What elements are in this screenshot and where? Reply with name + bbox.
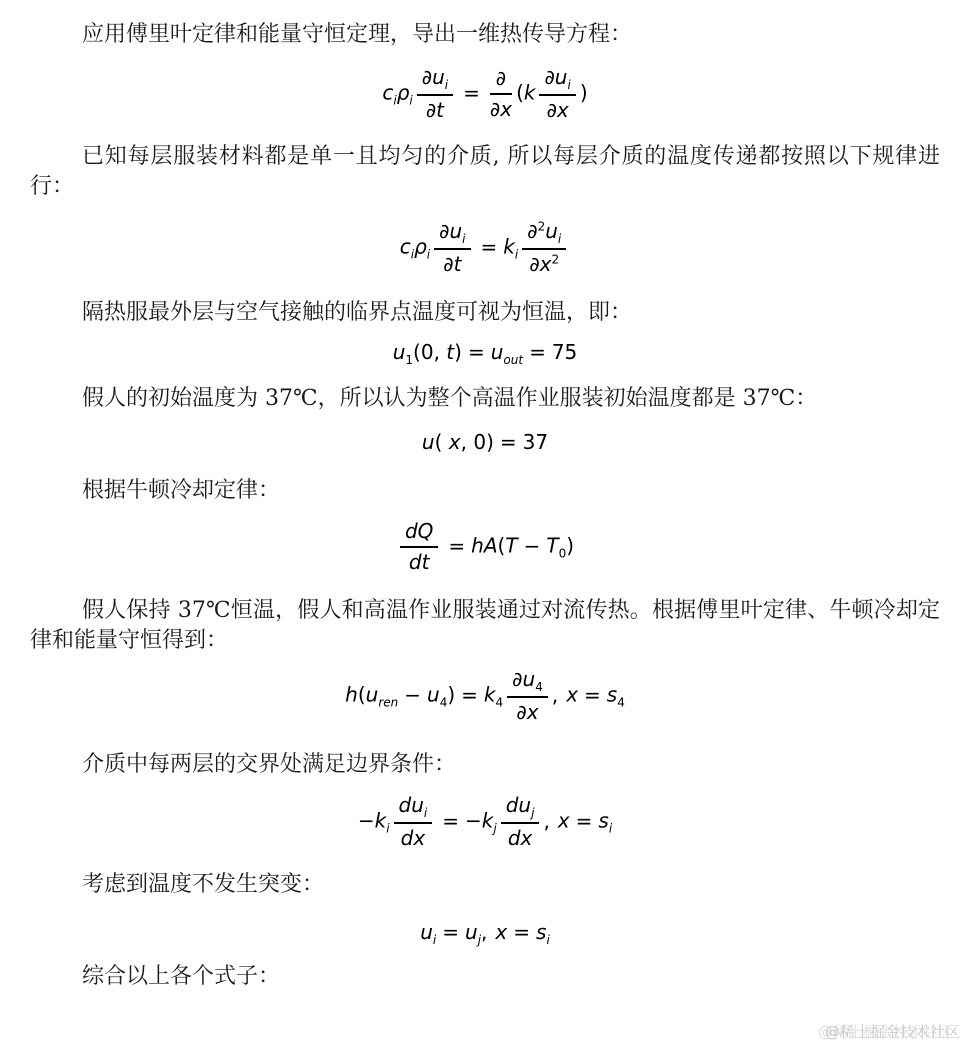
eq2-rho-sub: i <box>426 247 431 262</box>
eq6-f-den: ∂x <box>516 700 539 724</box>
equation-layer-heat-conduction <box>30 220 940 276</box>
eq7-s: s <box>598 808 609 833</box>
eq7-equals2: = <box>575 808 593 833</box>
eq2-k: k <box>503 234 515 259</box>
eq7-minus1: − <box>357 808 375 833</box>
eq5-h: h <box>471 533 484 558</box>
eq8-comma: , <box>481 920 488 944</box>
eq2-f1-den: ∂t <box>443 252 462 276</box>
eq1-f1-den: ∂t <box>425 98 445 122</box>
eq8-equals: = <box>442 920 460 944</box>
eq6-rparen: ) <box>447 682 456 707</box>
eq7-f2-num: du <box>505 793 532 817</box>
eq2-f2-den-sup: 2 <box>551 252 560 267</box>
eq1-f2-num: ∂ <box>490 67 512 95</box>
eq1-equals: = <box>463 80 480 105</box>
para-initial-temp: 假人的初始温度为 37℃，所以认为整个高温作业服装初始温度都是 37℃： <box>82 386 818 411</box>
eq3-equals2: = <box>529 340 546 364</box>
eq2-f2-num-u: u <box>545 219 558 243</box>
eq7-k2: k <box>481 808 494 833</box>
equation-temp-continuity <box>30 920 940 946</box>
eq2-equals: = <box>480 234 498 259</box>
para-outer-layer-constant-temp: 隔热服最外层与空气接触的临界点温度可视为恒温，即： <box>82 300 633 325</box>
eq1-fraction-dudx <box>539 66 575 122</box>
eq3-t: t <box>446 340 455 364</box>
eq6-f-num-sub: 4 <box>535 680 543 694</box>
eq8-u1: u <box>420 920 433 944</box>
eq5-minus: − <box>523 533 541 558</box>
eq1-rho: ρ <box>396 80 410 105</box>
eq8-u1-sub: i <box>432 933 437 947</box>
eq6-k-sub: 4 <box>495 695 504 710</box>
eq1-f2-den: ∂x <box>489 97 513 121</box>
eq1-f1-num-sub: i <box>444 78 449 92</box>
eq5-fraction-dQdt <box>400 520 438 574</box>
eq6-u2-sub: 4 <box>439 695 448 710</box>
para-interface-boundary: 介质中每两层的交界处满足边界条件： <box>82 752 457 777</box>
eq7-s-sub: i <box>608 821 613 836</box>
eq7-f1-num-sub: i <box>423 806 428 820</box>
eq7-k1-sub: i <box>386 821 390 836</box>
eq7-f1-den: dx <box>400 826 426 850</box>
eq8-s: s <box>536 920 547 944</box>
equation-1d-heat-conduction <box>30 66 940 122</box>
para-fourier-energy-intro: 应用傅里叶定律和能量守恒定理，导出一维热传导方程： <box>82 22 633 47</box>
eq5-f-den: dt <box>408 550 430 574</box>
para-uniform-medium: 已知每层服装材料都是单一且均匀的介质, 所以每层介质的温度传递都按照以下规律进行： <box>30 144 940 199</box>
eq1-f3-num: ∂u <box>544 65 568 89</box>
eq2-k-sub: i <box>514 247 519 262</box>
eq7-fraction-dujdx <box>501 794 540 850</box>
eq2-c: c <box>399 234 411 259</box>
eq5-T2-sub: 0 <box>558 546 567 561</box>
eq3-u-sub: 1 <box>405 353 414 367</box>
eq3-close: ) <box>454 340 462 364</box>
eq3-u2: u <box>490 340 504 364</box>
eq5-rparen: ) <box>566 533 575 558</box>
eq7-f2-den: dx <box>507 826 533 850</box>
eq6-x: x <box>566 682 579 707</box>
eq8-x: x <box>495 920 508 944</box>
eq7-equals: = <box>442 808 460 833</box>
eq1-fraction-ddx <box>490 67 512 121</box>
eq2-f2-num-d: ∂ <box>527 219 538 243</box>
eq1-k: k <box>523 80 536 105</box>
para-convection: 假人保持 37℃恒温，假人和高温作业服装通过对流传热。根据傅里叶定律、牛顿冷却定律和能量守恒得到： <box>30 598 940 653</box>
eq3-value: 75 <box>551 340 578 364</box>
eq5-T: T <box>505 533 518 558</box>
eq3-u2-sub: out <box>503 353 524 367</box>
eq2-f2-num-sup: 2 <box>537 219 546 234</box>
eq4-value: 37 <box>522 430 549 454</box>
eq5-T2: T <box>546 533 559 558</box>
eq5-A: A <box>483 533 498 558</box>
para-no-temp-jump: 考虑到温度不发生突变： <box>82 872 325 897</box>
watermark: @稀土掘金技术社区 <box>824 1023 960 1041</box>
eq6-u1: u <box>365 682 379 707</box>
eq1-f3-den: ∂x <box>546 98 569 122</box>
equation-outer-boundary <box>30 340 940 366</box>
eq2-fraction-dudt <box>434 220 470 276</box>
eq6-s-sub: 4 <box>617 695 625 710</box>
eq8-u2-sub: j <box>477 933 482 947</box>
para-newton-cooling-intro: 根据牛顿冷却定律： <box>82 478 281 503</box>
eq4-mid: , 0 <box>460 430 487 454</box>
eq1-c: c <box>382 80 394 105</box>
eq7-k2-sub: j <box>493 821 497 836</box>
equation-interface-flux <box>30 794 940 850</box>
eq1-lparen: ( <box>516 80 524 105</box>
eq5-lparen: ( <box>497 533 506 558</box>
eq1-f1-num: ∂u <box>421 65 445 89</box>
eq2-rho: ρ <box>414 234 427 259</box>
equation-skin-boundary <box>30 668 940 724</box>
eq8-u2: u <box>465 920 478 944</box>
para-combine: 综合以上各个式子： <box>82 964 281 989</box>
eq7-x: x <box>557 808 570 833</box>
eq6-s: s <box>606 682 618 707</box>
eq2-c-sub: i <box>410 247 415 262</box>
eq7-f1-num: du <box>398 793 424 817</box>
eq2-fraction-d2udx2 <box>522 220 566 276</box>
eq6-equals: = <box>461 682 478 707</box>
eq4-close: ) <box>486 430 494 454</box>
eq5-equals: = <box>448 533 466 558</box>
eq6-k: k <box>483 682 496 707</box>
eq4-equals: = <box>499 430 517 454</box>
eq6-h: h <box>345 682 358 707</box>
eq4-open: ( <box>434 430 449 454</box>
eq1-c-sub: i <box>393 93 397 108</box>
eq6-f-num: ∂u <box>512 667 536 691</box>
eq1-fraction-dudt <box>417 66 453 122</box>
eq2-f2-num-sub: i <box>557 232 562 246</box>
eq2-f1-num-sub: i <box>462 232 466 246</box>
eq7-k1: k <box>374 808 387 833</box>
eq7-f2-num-sub: j <box>531 806 535 820</box>
eq8-equals2: = <box>513 920 531 944</box>
eq3-equals: = <box>467 340 485 364</box>
equation-initial-condition <box>30 430 940 454</box>
eq4-x: x <box>448 430 461 454</box>
eq1-rparen: ) <box>579 80 588 105</box>
eq4-u: u <box>421 430 435 454</box>
eq2-f1-num: ∂u <box>439 219 463 243</box>
eq6-equals2: = <box>584 682 601 707</box>
eq2-f2-den: ∂x <box>529 252 552 276</box>
eq6-u2: u <box>427 682 440 707</box>
eq3-u: u <box>392 340 406 364</box>
eq8-s-sub: i <box>546 933 550 947</box>
eq7-fraction-duidx <box>394 794 433 850</box>
eq7-comma: , <box>543 808 550 833</box>
eq7-minus2: − <box>465 808 482 833</box>
eq5-f-num: dQ <box>400 520 438 548</box>
eq3-open: (0, <box>413 340 447 364</box>
eq6-lparen: ( <box>357 682 366 707</box>
eq6-minus: − <box>404 682 422 707</box>
eq1-f3-num-sub: i <box>567 78 571 92</box>
eq6-fraction-dudx <box>507 668 548 724</box>
eq1-rho-sub: i <box>409 93 413 108</box>
eq6-comma: , <box>551 682 559 707</box>
equation-newton-cooling <box>30 520 940 574</box>
eq6-u1-sub: ren <box>378 695 399 710</box>
